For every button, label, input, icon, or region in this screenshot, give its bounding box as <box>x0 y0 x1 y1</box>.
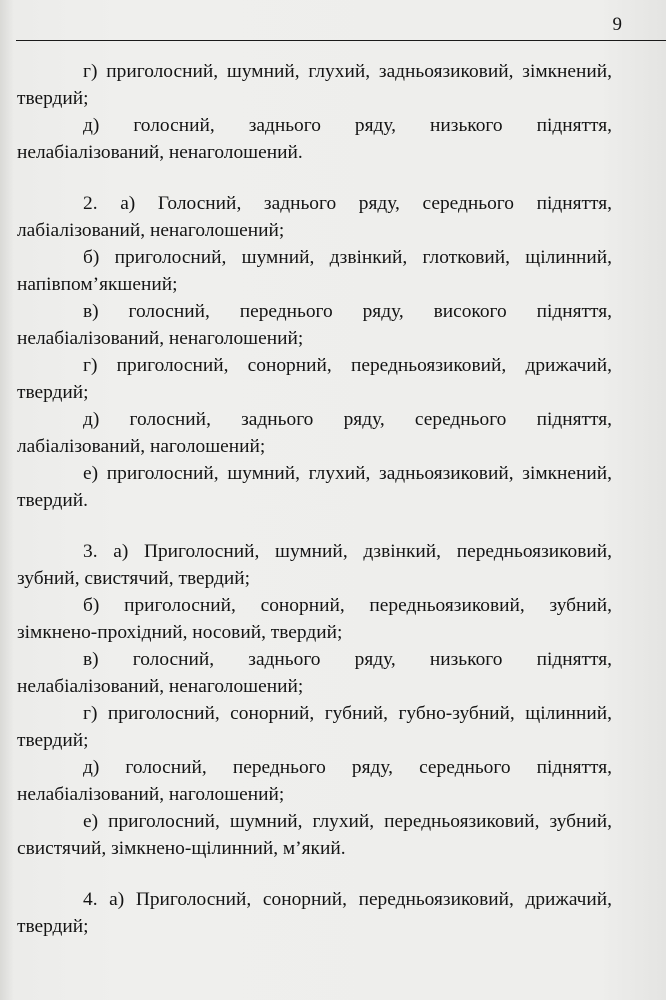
page-body <box>17 58 612 940</box>
answer-option-paragraph: 3. а) Приголосний, шумний, дзвінкий, передньоязиковий, зубний, свистячий, твердий; <box>17 541 612 589</box>
page-number: 9 <box>612 14 622 35</box>
answer-option-paragraph: г) приголосний, шумний, глухий, задньоязиковий, зімкнений, твердий; <box>17 61 612 109</box>
answer-option-paragraph: б) приголосний, шумний, дзвінкий, глотковий, щілинний, напівпом’якшений; <box>17 247 612 295</box>
answer-option-paragraph: б) приголосний, сонорний, передньоязиковий, зубний, зімкнено-прохідний, носовий, твердий; <box>17 595 612 643</box>
section-gap <box>17 166 612 190</box>
answer-option-paragraph: е) приголосний, шумний, глухий, задньоязиковий, зімкнений, твердий. <box>17 463 612 511</box>
answer-option-paragraph: г) приголосний, сонорний, губний, губно-зубний, щілинний, твердий; <box>17 703 612 751</box>
header-rule <box>16 40 666 41</box>
answer-option-paragraph: д) голосний, заднього ряду, середнього підняття, лабіалізований, наголошений; <box>17 409 612 457</box>
answer-option-paragraph: в) голосний, заднього ряду, низького підняття, нелабіалізований, ненаголошений; <box>17 649 612 697</box>
answer-option-paragraph: д) голосний, переднього ряду, середнього підняття, нелабіалізований, наголошений; <box>17 757 612 805</box>
answer-option-paragraph: 4. а) Приголосний, сонорний, передньоязиковий, дрижачий, твердий; <box>17 889 612 937</box>
answer-option-paragraph: е) приголосний, шумний, глухий, передньоязиковий, зубний, свистячий, зімкнено-щілинний, м’який. <box>17 811 612 859</box>
section-gap <box>17 514 612 538</box>
section-gap <box>17 862 612 886</box>
answer-option-paragraph: в) голосний, переднього ряду, високого підняття, нелабіалізований, ненаголошений; <box>17 301 612 349</box>
answer-option-paragraph: г) приголосний, сонорний, передньоязиковий, дрижачий, твердий; <box>17 355 612 403</box>
answer-option-paragraph: д) голосний, заднього ряду, низького підняття, нелабіалізований, ненаголошений. <box>17 115 612 163</box>
answer-option-paragraph: 2. а) Голосний, заднього ряду, середнього підняття, лабіалізований, ненаголошений; <box>17 193 612 241</box>
